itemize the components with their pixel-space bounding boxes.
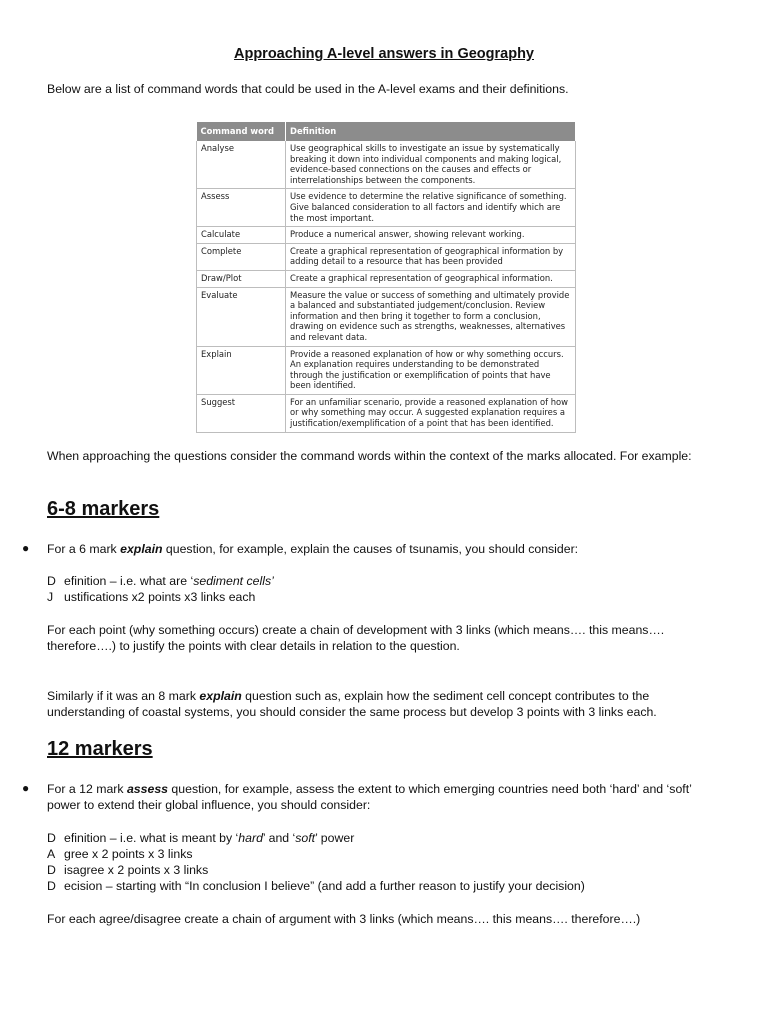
table-row — [197, 189, 576, 227]
definition: Create a graphical representation of geographical information by adding detail to a resource that has been provided — [286, 243, 576, 270]
command-word: Suggest — [197, 394, 286, 432]
table-row — [197, 227, 576, 244]
list-item — [47, 846, 585, 862]
definition: For an unfamiliar scenario, provide a reasoned explanation of how or why something may occur. A suggested explanation requires a justification/exemplification of a point that has been identified. — [286, 394, 576, 432]
section2-checklist — [47, 830, 585, 894]
section1-chain-text: For each point (why something occurs) create a chain of development with 3 links (which means…. this means…. therefore….) to justify the points with clear details in relation to the question. — [47, 623, 665, 653]
definition: Produce a numerical answer, showing relevant working. — [286, 227, 576, 244]
definition: Create a graphical representation of geographical information. — [286, 270, 576, 287]
header-command-word: Command word — [197, 122, 286, 141]
table-row — [197, 141, 576, 189]
command-words-table — [196, 122, 576, 433]
bullet-text-post: question, for example, explain the causes of tsunamis, you should consider: — [162, 542, 579, 556]
command-word-emphasis: assess — [126, 782, 169, 796]
command-word: Analyse — [197, 141, 286, 189]
list-letter: D — [47, 863, 56, 877]
list-text: ustifications x2 points x3 links each — [64, 590, 256, 604]
list-letter: A — [47, 847, 56, 861]
list-text: efinition – i.e. what are ‘ — [64, 574, 194, 588]
table-header-row — [197, 122, 576, 141]
section-heading-6-8: 6-8 markers — [47, 498, 160, 520]
table-row — [197, 346, 576, 394]
definition: Measure the value or success of something and ultimately provide a balanced and substantiated judgement/conclusion. Review information and then bring it together to form a conclusion, drawing on evidence such as strengths, weaknesses, alternatives and relevant data. — [286, 287, 576, 346]
section-heading-12: 12 markers — [47, 738, 153, 760]
list-text: gree x 2 points x 3 links — [64, 847, 193, 861]
bullet-text-pre: For a 12 mark — [47, 782, 127, 796]
bullet-icon: ● — [22, 781, 30, 795]
definition: Provide a reasoned explanation of how or why something occurs. An explanation requires understanding to be demonstrated through the justification or exemplification of points that have been identified. — [286, 346, 576, 394]
bullet-icon: ● — [22, 541, 30, 555]
section1-bullet-text — [47, 541, 727, 557]
command-word-emphasis: explain — [120, 542, 163, 556]
definition: Use evidence to determine the relative significance of something. Give balanced consideration to all factors and identify which are the most important. — [286, 189, 576, 227]
command-word: Complete — [197, 243, 286, 270]
bullet-text-pre: For a 6 mark — [47, 542, 121, 556]
command-word: Assess — [197, 189, 286, 227]
list-text: ’ power — [315, 831, 355, 845]
list-emphasis: hard — [238, 831, 263, 845]
bullet-text-post: question, for example, assess the extent to which emerging countries need both ‘hard’ and ‘soft’ power to extend their global influence, you should consider: — [47, 782, 692, 812]
list-text: isagree x 2 points x 3 links — [64, 863, 209, 877]
command-word: Explain — [197, 346, 286, 394]
section2-chain-text: For each agree/disagree create a chain of argument with 3 links (which means…. this means…. therefore….) — [47, 912, 641, 926]
list-item — [47, 830, 585, 846]
definition: Use geographical skills to investigate an issue by systematically breaking it down into individual components and making logical, evidence-based connections on the causes and effects or interrelationships between the components. — [286, 141, 576, 189]
table-row — [197, 287, 576, 346]
table-row — [197, 270, 576, 287]
list-emphasis: sediment cells’ — [193, 574, 274, 588]
list-letter: D — [47, 574, 56, 588]
header-definition: Definition — [286, 122, 576, 141]
command-word: Draw/Plot — [197, 270, 286, 287]
list-text: efinition – i.e. what is meant by ‘ — [64, 831, 239, 845]
command-word-emphasis: explain — [199, 689, 242, 703]
command-word: Evaluate — [197, 287, 286, 346]
table-row — [197, 243, 576, 270]
list-item — [47, 589, 274, 605]
command-word: Calculate — [197, 227, 286, 244]
list-text: ’ and ‘ — [262, 831, 296, 845]
section2-bullet-text — [47, 781, 727, 813]
list-item — [47, 573, 274, 589]
list-item — [47, 862, 585, 878]
list-letter: D — [47, 879, 56, 893]
page-title: Approaching A-level answers in Geography — [233, 46, 534, 62]
list-letter: D — [47, 831, 56, 845]
list-text: ecision – starting with “In conclusion I believe” (and add a further reason to justify your decision) — [64, 879, 585, 893]
section1-checklist — [47, 573, 274, 605]
similar-text-post: question such as, explain how the sediment cell concept contributes to the understanding of coastal systems, you should consider the same process but develop 3 points with 3 links each. — [47, 689, 657, 719]
intro-text: Below are a list of command words that could be used in the A-level exams and their definitions. — [47, 82, 569, 96]
approach-text: When approaching the questions consider the command words within the context of the marks allocated. For example: — [47, 449, 692, 463]
list-letter: J — [47, 590, 54, 604]
similar-text-pre: Similarly if it was an 8 mark — [47, 689, 200, 703]
list-item — [47, 878, 585, 894]
table-row — [197, 394, 576, 432]
section1-similar-text — [47, 688, 727, 720]
list-emphasis: soft — [295, 831, 316, 845]
